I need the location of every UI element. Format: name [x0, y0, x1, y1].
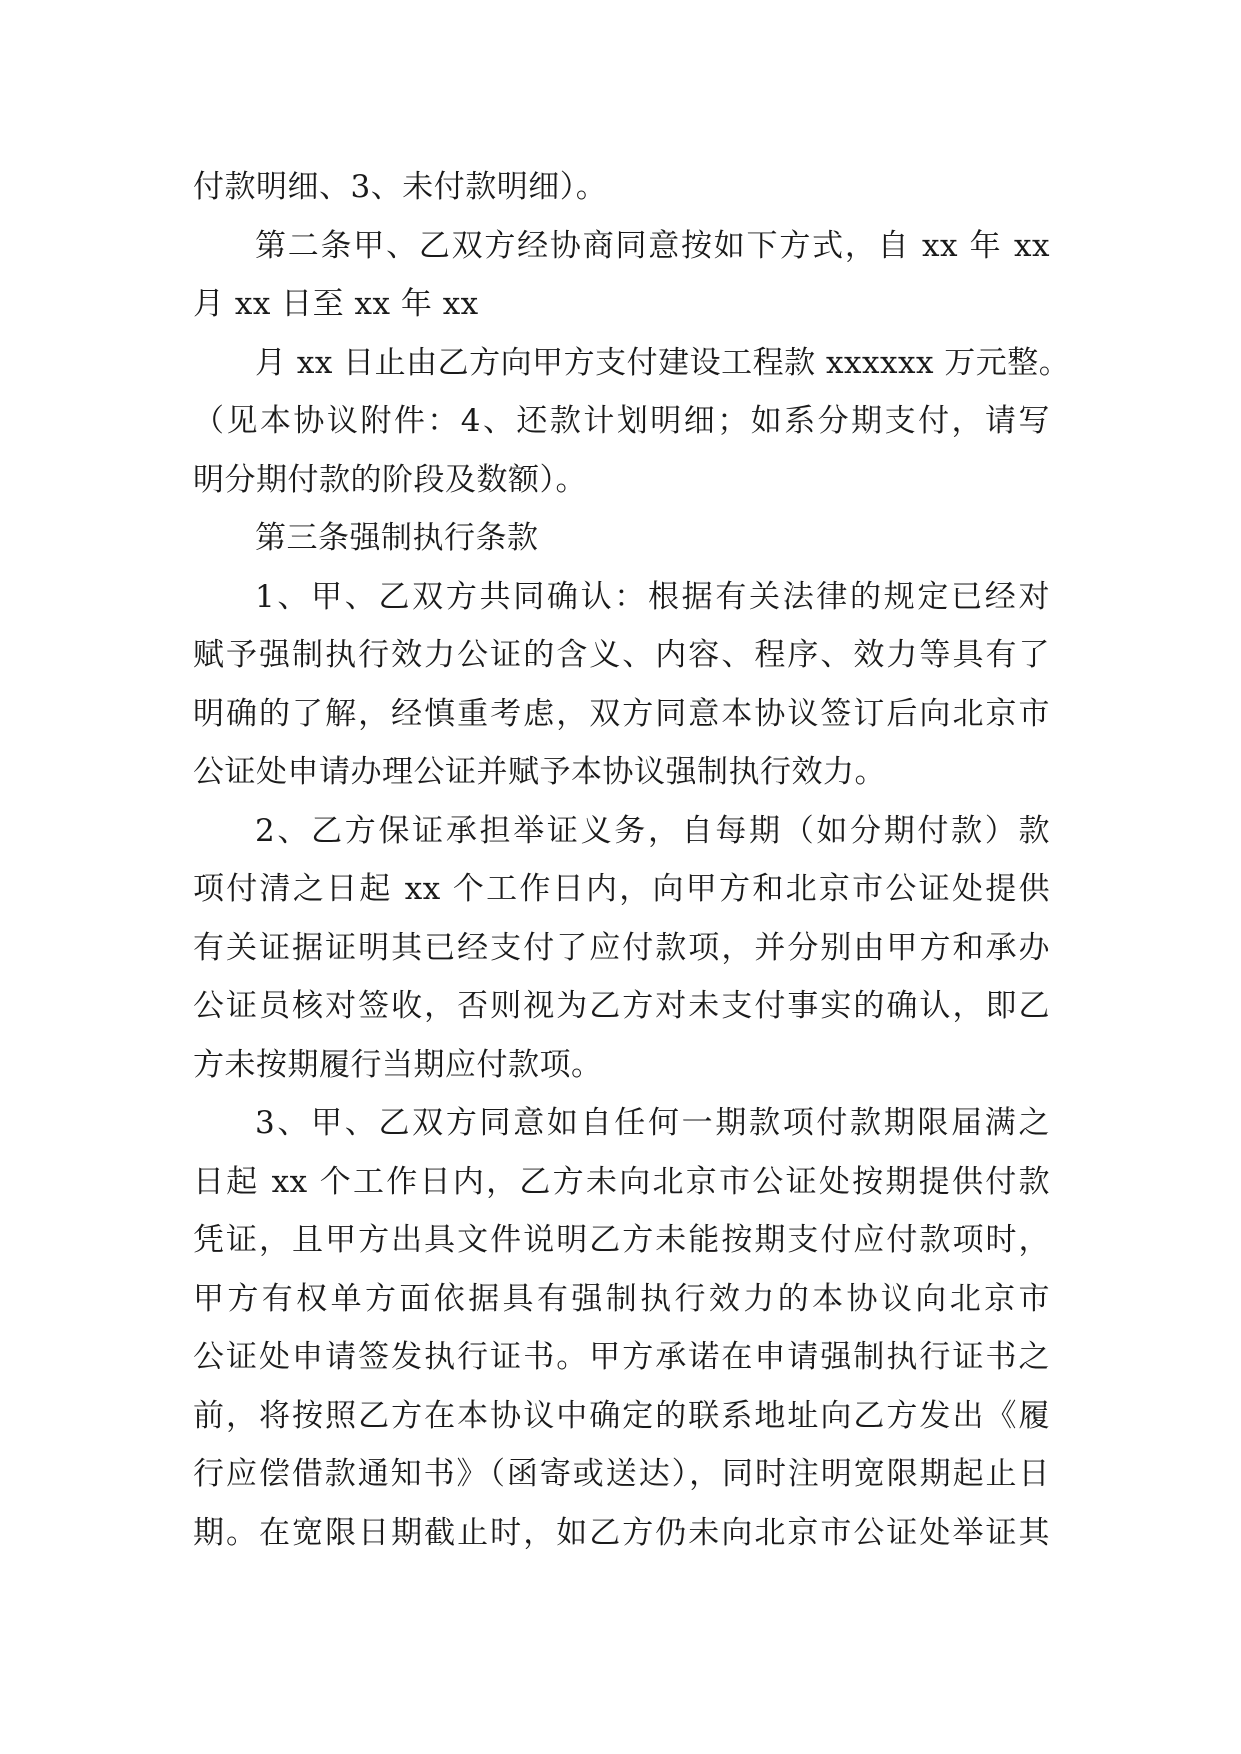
text-line: 月 xx 日止由乙方向甲方支付建设工程款 xxxxxx 万元整。 — [255, 344, 1071, 381]
text-line: 付款明细、3、未付款明细）。 — [193, 169, 608, 205]
text-line: 公证员核对签收，否则视为乙方对未支付事实的确认，即乙 — [193, 988, 1050, 1024]
text-line: 凭证，且甲方出具文件说明乙方未能按期支付应付款项时， — [193, 1222, 1050, 1258]
text-line: 赋予强制执行效力公证的含义、内容、程序、效力等具有了 — [193, 637, 1050, 673]
text-line: 月 xx 日至 xx 年 xx — [193, 286, 479, 322]
text-line: 公证处申请签发执行证书。甲方承诺在申请强制执行证书之 — [193, 1339, 1050, 1375]
text-line: 项付清之日起 xx 个工作日内，向甲方和北京市公证处提供 — [193, 871, 1050, 907]
text-line: 方未按期履行当期应付款项。 — [193, 1046, 603, 1083]
text-line: 有关证据证明其已经支付了应付款项，并分别由甲方和承办 — [193, 929, 1050, 966]
text-line: 期。在宽限日期截止时，如乙方仍未向北京市公证处举证其 — [193, 1514, 1050, 1551]
text-line: （见本协议附件：4、还款计划明细；如系分期支付，请写 — [193, 403, 1050, 439]
text-line: 公证处申请办理公证并赋予本协议强制执行效力。 — [193, 754, 886, 790]
text-line: 行应偿借款通知书》（函寄或送达），同时注明宽限期起止日 — [193, 1456, 1050, 1492]
text-line: 甲方有权单方面依据具有强制执行效力的本协议向北京市 — [193, 1280, 1050, 1317]
text-line: 第二条甲、乙双方经协商同意按如下方式，自 xx 年 xx — [255, 227, 1050, 264]
text-line: 1、甲、乙双方共同确认：根据有关法律的规定已经对 — [255, 578, 1050, 615]
text-line: 明分期付款的阶段及数额）。 — [193, 461, 587, 498]
text-line: 第三条强制执行条款 — [255, 520, 539, 556]
text-line: 日起 xx 个工作日内，乙方未向北京市公证处按期提供付款 — [193, 1163, 1050, 1200]
text-line: 明确的了解，经慎重考虑，双方同意本协议签订后向北京市 — [193, 695, 1050, 732]
text-line: 2、乙方保证承担举证义务，自每期（如分期付款）款 — [255, 812, 1050, 849]
document-body — [193, 158, 1071, 1562]
text-line: 前，将按照乙方在本协议中确定的联系地址向乙方发出《履 — [193, 1397, 1050, 1434]
text-line: 3、甲、乙双方同意如自任何一期款项付款期限届满之 — [255, 1105, 1050, 1141]
